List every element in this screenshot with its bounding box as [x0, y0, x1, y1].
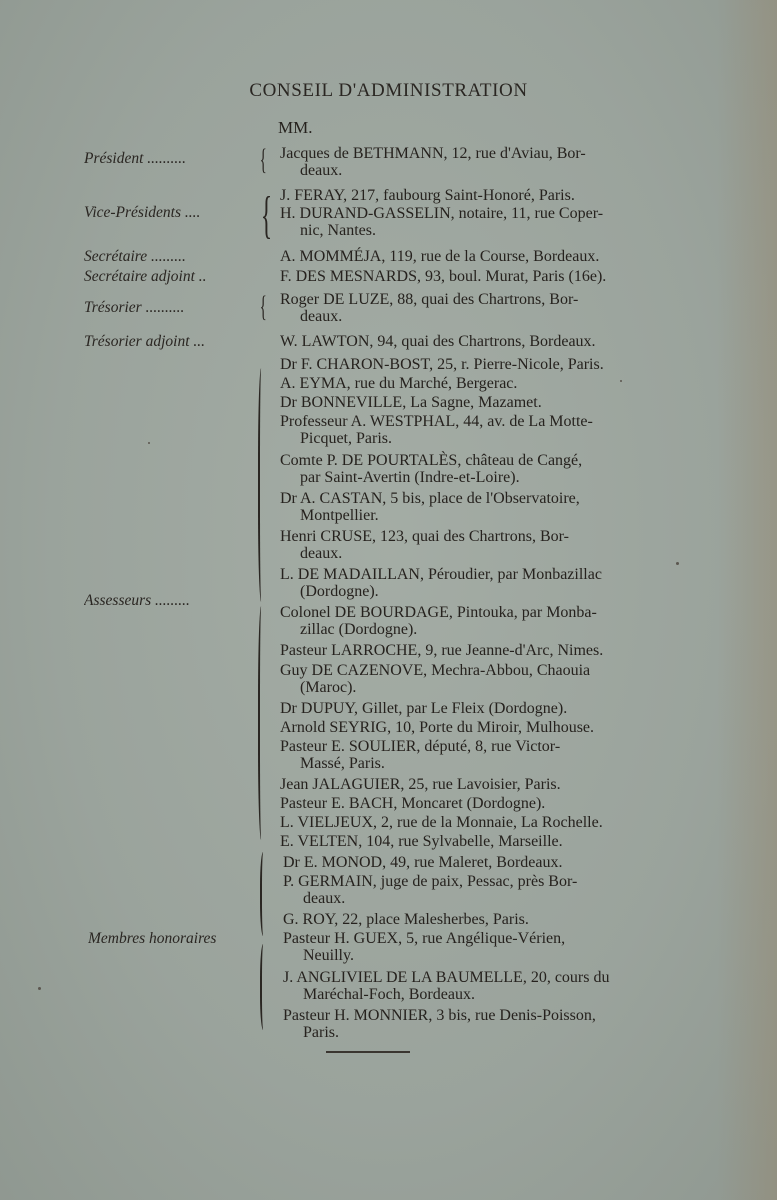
role-secretaire: Secrétaire ......... [84, 248, 186, 265]
role-president: Président .......... [84, 150, 187, 167]
role-tresorier: Trésorier .......... [84, 299, 185, 316]
role-assesseurs: Assesseurs ......... [84, 592, 190, 609]
entry-monnier: Pasteur H. MONNIER, 3 bis, rue Denis-Poisson, Paris. [283, 1007, 596, 1041]
entry-vieljeux: L. VIELJEUX, 2, rue de la Monnaie, La Rochelle. [280, 814, 603, 831]
mm-abbreviation: MM. [278, 118, 313, 137]
paper-speck [620, 380, 622, 382]
entry-charon-bost: Dr F. CHARON-BOST, 25, r. Pierre-Nicole, Paris. [280, 356, 604, 373]
entry-bach: Pasteur E. BACH, Moncaret (Dordogne). [280, 795, 546, 812]
brace-membres-upper [260, 852, 268, 936]
entry-pourtales: Comte P. DE POURTALÈS, château de Cangé, par Saint-Avertin (Indre-et-Loire). [280, 452, 583, 486]
entry-bourdage: Colonel DE BOURDAGE, Pintouka, par Monba- zillac (Dordogne). [280, 604, 597, 638]
paper-edge-shading [717, 0, 777, 1200]
entry-dupuy: Dr DUPUY, Gillet, par Le Fleix (Dordogne). [280, 700, 568, 717]
entry-soulier: Pasteur E. SOULIER, député, 8, rue Victor- Massé, Paris. [280, 738, 561, 772]
paper-speck [148, 442, 150, 444]
brace-president: { [259, 143, 267, 176]
role-vice-presidents: Vice-Présidents .... [84, 204, 201, 221]
entry-eyma: A. EYMA, rue du Marché, Bergerac. [280, 375, 518, 392]
entry-madaillan: L. DE MADAILLAN, Péroudier, par Monbazillac (Dordogne). [280, 566, 602, 600]
role-secretaire-adjoint: Secrétaire adjoint .. [84, 268, 207, 285]
entry-cruse: Henri CRUSE, 123, quai des Chartrons, Bor- deaux. [280, 528, 569, 562]
entry-angliviel: J. ANGLIVIEL DE LA BAUMELLE, 20, cours du Maréchal-Foch, Bordeaux. [283, 969, 610, 1003]
closing-rule [326, 1051, 410, 1053]
entry-bethmann: Jacques de BETHMANN, 12, rue d'Aviau, Bor- deaux. [280, 145, 586, 179]
entry-mommeja: A. MOMMÉJA, 119, rue de la Course, Bordeaux. [280, 248, 600, 265]
entry-westphal: Professeur A. WESTPHAL, 44, av. de La Motte- Picquet, Paris. [280, 413, 593, 447]
entry-roy: G. ROY, 22, place Malesherbes, Paris. [283, 911, 529, 928]
entry-cazenove: Guy DE CAZENOVE, Mechra-Abbou, Chaouia (Maroc). [280, 662, 591, 696]
brace-membres-lower [260, 944, 268, 1030]
entry-germain: P. GERMAIN, juge de paix, Pessac, près Bor- deaux. [283, 873, 578, 907]
entry-jalaguier: Jean JALAGUIER, 25, rue Lavoisier, Paris. [280, 776, 561, 793]
role-tresorier-adjoint: Trésorier adjoint ... [84, 333, 206, 350]
paper-speck [676, 562, 679, 565]
entry-feray: J. FERAY, 217, faubourg Saint-Honoré, Paris. [280, 187, 575, 204]
brace-assesseurs-upper [258, 368, 266, 602]
entry-lawton: W. LAWTON, 94, quai des Chartrons, Bordeaux. [280, 333, 596, 350]
page-title: CONSEIL D'ADMINISTRATION [249, 80, 528, 101]
entry-larroche: Pasteur LARROCHE, 9, rue Jeanne-d'Arc, Nimes. [280, 642, 604, 659]
role-membres-honoraires: Membres honoraires [88, 930, 217, 947]
paper-speck [38, 987, 41, 990]
entry-de-luze: Roger DE LUZE, 88, quai des Chartrons, Bor- deaux. [280, 291, 579, 325]
entry-bonneville: Dr BONNEVILLE, La Sagne, Mazamet. [280, 394, 542, 411]
brace-assesseurs-lower [258, 606, 266, 840]
entry-durand-gasselin: H. DURAND-GASSELIN, notaire, 11, rue Coper- nic, Nantes. [280, 205, 604, 239]
entry-des-mesnards: F. DES MESNARDS, 93, boul. Murat, Paris (16e). [280, 268, 607, 285]
brace-tresorier: { [259, 290, 267, 323]
entry-monod: Dr E. MONOD, 49, rue Maleret, Bordeaux. [283, 854, 563, 871]
entry-seyrig: Arnold SEYRIG, 10, Porte du Miroir, Mulhouse. [280, 719, 595, 736]
brace-vice-presidents: { [260, 187, 273, 244]
entry-velten: E. VELTEN, 104, rue Sylvabelle, Marseille. [280, 833, 563, 850]
entry-castan: Dr A. CASTAN, 5 bis, place de l'Observatoire, Montpellier. [280, 490, 580, 524]
entry-guex: Pasteur H. GUEX, 5, rue Angélique-Vérien, Neuilly. [283, 930, 566, 964]
